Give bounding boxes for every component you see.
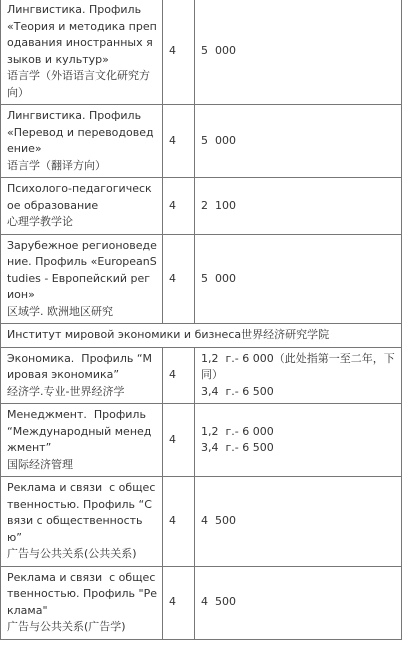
program-name-ru: Реклама и связи с общественностью. Профиль “Связи с общественностью”: [7, 481, 156, 544]
section-title: Институт мировой экономики и бизнеса世界经济研究学院: [1, 324, 402, 348]
program-name-cell: [1, 234, 163, 324]
program-name-cn: 广告与公共关系(公共关系): [7, 547, 137, 560]
table-row: [1, 566, 402, 639]
table-row: [1, 0, 402, 105]
tuition-cell: [195, 105, 402, 178]
program-name-cn: 经济学.专业-世界经济学: [7, 384, 125, 398]
tuition-line: 1,2 г.- 6 000: [201, 424, 274, 438]
duration-years-cell: 4: [163, 234, 195, 324]
program-name-ru: Реклама и связи с общественностью. Профиль "Реклама": [7, 570, 157, 617]
program-name-ru: Менеджмент. Профиль “Международный менеджмент”: [7, 408, 152, 454]
tuition-line: 5 000: [201, 44, 236, 58]
duration-years-cell: 4: [163, 404, 195, 477]
program-name-cell: [1, 477, 163, 567]
program-name-cell: [1, 347, 163, 404]
table-row: [1, 105, 402, 178]
program-name-cn: 语言学（翻译方向）: [7, 158, 106, 172]
table-row: [1, 234, 402, 324]
tuition-cell: [195, 566, 402, 639]
duration-years-cell: 4: [163, 477, 195, 567]
table-row: [1, 477, 402, 567]
program-name-cn: 语言学（外语语言文化研究方向）: [7, 69, 150, 99]
duration-years-cell: 4: [163, 178, 195, 235]
tuition-cell: [195, 234, 402, 324]
program-name-ru: Лингвистика. Профиль «Перевод и переводоведение»: [7, 109, 154, 155]
program-name-cell: [1, 105, 163, 178]
program-name-cell: [1, 566, 163, 639]
tuition-cell: [195, 404, 402, 477]
program-name-ru: Лингвистика. Профиль «Теория и методика преподавания иностранных языков и культур»: [7, 3, 157, 66]
tuition-line: 4 500: [201, 595, 236, 609]
tuition-cell: [195, 347, 402, 404]
program-name-cn: 区域学. 欧洲地区研究: [7, 304, 113, 318]
program-name-cn: 国际经济管理: [7, 457, 73, 471]
duration-years-cell: 4: [163, 566, 195, 639]
programs-table-body: [1, 0, 402, 639]
program-name-cell: [1, 0, 163, 105]
tuition-line: 5 000: [201, 271, 236, 285]
tuition-line: 4 500: [201, 514, 236, 527]
tuition-line: 1,2 г.- 6 000（此处指第一至二年，下同）: [201, 351, 395, 381]
program-name-cn: 广告与公共关系(广告学): [7, 620, 126, 633]
program-name-ru: Экономика. Профиль “Мировая экономика”: [7, 351, 153, 381]
table-row: [1, 404, 402, 477]
tuition-line: 2 100: [201, 198, 236, 212]
duration-years-cell: 4: [163, 0, 195, 105]
tuition-cell: [195, 178, 402, 235]
table-row: [1, 178, 402, 235]
tuition-line: 3,4 г.- 6 500: [201, 441, 274, 454]
duration-years-cell: 4: [163, 347, 195, 404]
duration-years-cell: 4: [163, 105, 195, 178]
tuition-line: 3,4 г.- 6 500: [201, 384, 274, 398]
program-name-cell: [1, 178, 163, 235]
section-header-row: [1, 324, 402, 348]
program-name-ru: Зарубежное регионоведение. Профиль «EuropeanStudies - Европейский регион»: [7, 238, 157, 301]
program-name-cell: [1, 404, 163, 477]
program-name-ru: Психолого-педагогическое образование: [7, 182, 152, 212]
tuition-cell: [195, 0, 402, 105]
program-name-cn: 心理学教学论: [7, 215, 73, 228]
tuition-line: 5 000: [201, 133, 236, 147]
table-row: [1, 347, 402, 404]
tuition-cell: [195, 477, 402, 567]
